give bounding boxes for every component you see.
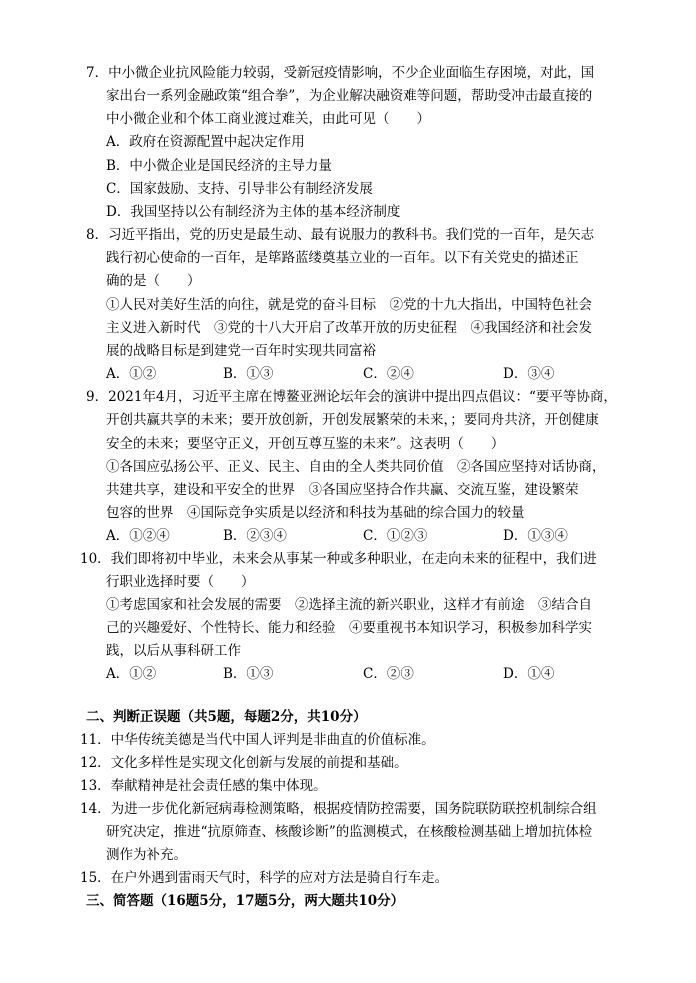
- item-14-line: 测作为补充。: [106, 847, 187, 863]
- question-stem-line: 安全的未来；要坚守正义，开创互尊互鉴的未来”。这表明（ ）: [106, 436, 505, 452]
- question-stem-line: 10．我们即将初中毕业，未来会从事某一种或多种职业，在走向未来的征程中，我们进: [80, 551, 597, 567]
- statement-line: 己的兴趣爱好、个性特长、能力和经验 ④要重视书本知识学习，积极参加科学实: [106, 620, 592, 636]
- section-heading: 三、简答题（16题5分，17题5分，两大题共10分）: [86, 893, 405, 909]
- question-stem-line: 中小微企业和个体工商业渡过难关，由此可见（ ）: [106, 111, 430, 127]
- option-c: C．②④: [363, 366, 414, 382]
- option-c: C．国家鼓励、支持、引导非公有制经济发展: [106, 181, 373, 197]
- statement-line: 践，以后从事科研工作: [106, 643, 241, 659]
- option-a: A．①②: [106, 666, 157, 682]
- statement-line: 共建共享，建设和平安全的世界 ③各国应坚持合作共赢、交流互鉴，建设繁荣: [106, 482, 579, 498]
- item-11: 11．中华传统美德是当代中国人评判是非曲直的价值标准。: [80, 732, 435, 748]
- statement-line: 主义进入新时代 ③党的十八大开启了改革开放的历史征程 ④我国经济和社会发: [106, 320, 592, 336]
- question-stem-line: 家出台一系列金融政策“组合拳”，为企业解决融资难等问题，帮助受冲击最直接的: [106, 88, 593, 104]
- option-b: B．中小微企业是国民经济的主导力量: [106, 158, 332, 174]
- item-12: 12．文化多样性是实现文化创新与发展的前提和基础。: [80, 755, 408, 771]
- option-b: B．①③: [223, 666, 274, 682]
- section-heading: 二、判断正误题（共5题，每题2分，共10分）: [86, 709, 367, 725]
- question-stem-line: 开创共赢共享的未来；要开放创新，开创发展繁荣的未来，；要同舟共济，开创健康: [106, 412, 599, 428]
- question-stem-line: 8．习近平指出，党的历史是最生动、最有说服力的教科书。我们党的一百年，是矢志: [86, 227, 595, 243]
- question-stem-line: 行职业选择时要（ ）: [106, 574, 255, 590]
- statement-line: ①考虑国家和社会发展的需要 ②选择主流的新兴职业，这样才有前途 ③结合自: [106, 597, 592, 613]
- question-stem-line: 践行初心使命的一百年，是筚路蓝缕奠基立业的一百年。以下有关党史的描述正: [106, 250, 579, 266]
- statement-line: 展的战略目标是到建党一百年时实现共同富裕: [106, 343, 376, 359]
- option-d: D．①③④: [503, 528, 568, 544]
- question-stem-line: 确的是（ ）: [106, 273, 201, 289]
- question-stem-line: 9．2021年4月，习近平主席在博鳌亚洲论坛年会的演讲中提出四点倡议：“要平等协商，: [86, 389, 617, 405]
- question-stem-line: 7．中小微企业抗风险能力较弱，受新冠疫情影响，不少企业面临生存困境，对此，国: [86, 65, 595, 81]
- item-14: 14．为进一步优化新冠病毒检测策略，根据疫情防控需要，国务院联防联控机制综合组: [80, 801, 597, 817]
- option-c: C．②③: [363, 666, 414, 682]
- option-d: D．①④: [503, 666, 555, 682]
- option-d: D．我国坚持以公有制经济为主体的基本经济制度: [106, 204, 401, 220]
- option-b: B．①③: [223, 366, 274, 382]
- option-a: A．①②④: [106, 528, 170, 544]
- item-14-line: 研究决定，推进“抗原筛查、核酸诊断”的监测模式，在核酸检测基础上增加抗体检: [106, 824, 593, 840]
- option-a: A．①②: [106, 366, 157, 382]
- statement-line: 包容的世界 ④国际竞争实质是以经济和科技为基础的综合国力的较量: [106, 505, 525, 521]
- option-c: C．①②③: [363, 528, 428, 544]
- item-13: 13．奉献精神是社会责任感的集中体现。: [80, 778, 327, 794]
- statement-line: ①各国应弘扬公平、正义、民主、自由的全人类共同价值 ②各国应坚持对话协商，: [106, 459, 606, 475]
- option-a: A．政府在资源配置中起决定作用: [106, 134, 305, 150]
- option-b: B．②③④: [223, 528, 287, 544]
- option-d: D．③④: [503, 366, 555, 382]
- item-15: 15．在户外遇到雷雨天气时，科学的应对方法是骑自行车走。: [80, 870, 449, 886]
- statement-line: ①人民对美好生活的向往，就是党的奋斗目标 ②党的十九大指出，中国特色社会: [106, 297, 592, 313]
